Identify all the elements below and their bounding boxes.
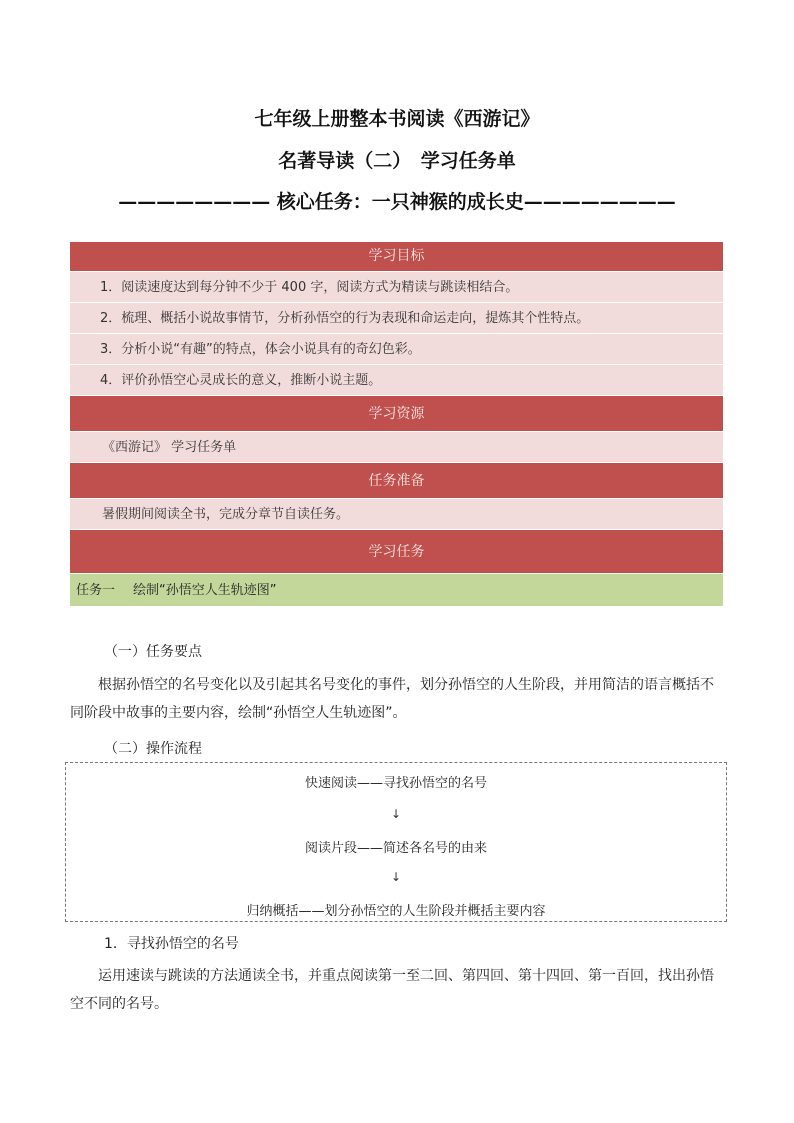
process-flow-box [65, 762, 727, 922]
step1-heading: 1．寻找孙悟空的名号 [104, 936, 239, 952]
goal-item: 2．梳理、概括小说故事情节，分析孙悟空的行为表现和命运走向，提炼其个性特点。 [70, 303, 723, 334]
goal-item: 3．分析小说“有趣”的特点，体会小说具有的奇幻色彩。 [70, 334, 723, 365]
points-heading: （一）任务要点 [104, 644, 202, 660]
task1-title: 绘制“孙悟空人生轨迹图” [133, 583, 277, 598]
prep-header: 任务准备 [70, 463, 723, 499]
prep-item: 暑假期间阅读全书，完成分章节自读任务。 [70, 499, 723, 530]
resources-header: 学习资源 [70, 396, 723, 432]
goal-item: 4．评价孙悟空心灵成长的意义，推断小说主题。 [70, 365, 723, 396]
task-sheet-table [70, 242, 723, 607]
down-arrow-icon: ↓ [390, 807, 402, 821]
resources-item: 《西游记》 学习任务单 [70, 432, 723, 463]
goals-header: 学习目标 [70, 242, 723, 272]
tasks-header: 学习任务 [70, 530, 723, 574]
document-subtitle: 名著导读（二） 学习任务单 [278, 150, 516, 172]
flow-step: 快速阅读——寻找孙悟空的名号 [304, 776, 487, 791]
flow-step: 归纳概括——划分孙悟空的人生阶段并概括主要内容 [246, 904, 546, 919]
goal-item: 1．阅读速度达到每分钟不少于 400 字，阅读方式为精读与跳读相结合。 [70, 272, 723, 303]
document-title: 七年级上册整本书阅读《西游记》 [254, 108, 540, 130]
step1-text: 运用速读与跳读的方法通读全书，并重点阅读第一至二回、第四回、第十四回、第一百回，找出孙悟空不同的名号。 [70, 968, 714, 1012]
task1-label: 任务一 [76, 583, 116, 598]
points-text: 根据孙悟空的名号变化以及引起其名号变化的事件，划分孙悟空的人生阶段，并用简洁的语言概括不同阶段中故事的主要内容，绘制“孙悟空人生轨迹图”。 [70, 677, 714, 721]
process-heading: （二）操作流程 [104, 741, 202, 757]
flow-step: 阅读片段——简述各名号的由来 [304, 841, 487, 856]
down-arrow-icon: ↓ [390, 870, 402, 884]
task1-row [70, 574, 723, 607]
core-task-title: ———————— 核心任务：一只神猴的成长史———————— [118, 191, 676, 213]
